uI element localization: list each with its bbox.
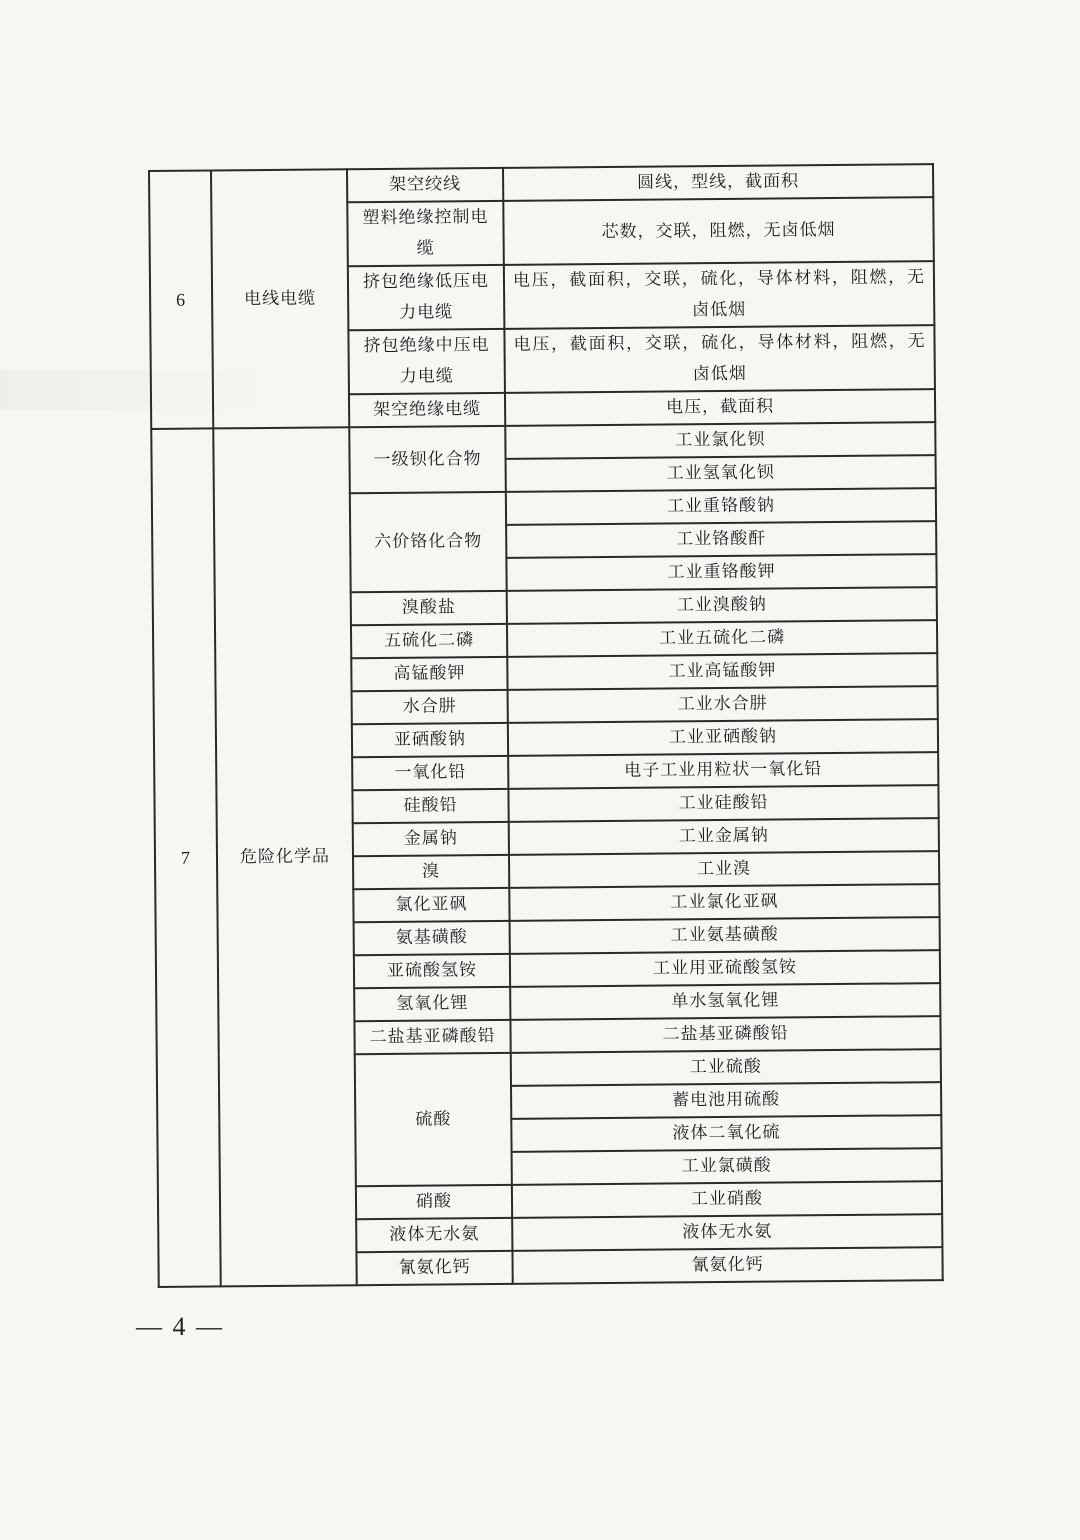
- product-name-cell: 溴: [353, 855, 509, 889]
- product-name-cell: 二盐基亚磷酸铅: [354, 1020, 510, 1054]
- product-name-cell: 液体无水氨: [356, 1218, 512, 1252]
- spec-cell: 工业氯化钡: [505, 422, 935, 459]
- product-name-cell: 塑料绝缘控制电缆: [347, 201, 504, 266]
- spec-cell: 工业硝酸: [512, 1181, 942, 1218]
- spec-cell: 工业高锰酸钾: [507, 653, 937, 690]
- spec-cell: 电压，截面积，交联，硫化，导体材料，阻燃，无卤低烟: [504, 325, 935, 393]
- spec-cell: 工业重铬酸钾: [506, 554, 936, 591]
- product-name-cell: 架空绝缘电缆: [349, 393, 505, 427]
- product-name-cell: 挤包绝缘低压电力电缆: [348, 265, 505, 330]
- spec-cell: 电压，截面积，交联，硫化，导体材料，阻燃，无卤低烟: [504, 261, 935, 329]
- product-catalog-table: [148, 163, 944, 1288]
- spec-cell: 工业亚硒酸钠: [508, 719, 938, 756]
- table-body: [149, 164, 943, 1287]
- spec-cell: 工业氢氧化钡: [506, 455, 936, 492]
- product-name-cell: 亚硫酸氢铵: [354, 954, 510, 988]
- group-number-cell: 7: [151, 428, 220, 1287]
- product-name-cell: 水合肼: [352, 690, 508, 724]
- spec-cell: 液体无水氨: [512, 1214, 942, 1251]
- spec-cell: 工业硅酸铅: [508, 785, 938, 822]
- product-name-cell: 氯化亚砜: [353, 888, 509, 922]
- product-name-cell: 一级钡化合物: [349, 426, 506, 493]
- product-name-cell: 溴酸盐: [351, 591, 507, 625]
- spec-cell: 电压，截面积: [505, 389, 935, 426]
- product-name-cell: 六价铬化合物: [350, 492, 507, 592]
- product-name-cell: 架空绞线: [347, 168, 503, 202]
- product-name-cell: 氨基磺酸: [354, 921, 510, 955]
- product-name-cell: 氢氧化锂: [354, 987, 510, 1021]
- spec-cell: 芯数，交联，阻燃，无卤低烟: [503, 197, 934, 265]
- spec-cell: 圆线，型线，截面积: [503, 164, 933, 201]
- product-name-cell: 一氧化铅: [352, 756, 508, 790]
- product-name-cell: 硫酸: [355, 1053, 512, 1186]
- product-name-cell: 高锰酸钾: [351, 657, 507, 691]
- product-name-cell: 亚硒酸钠: [352, 723, 508, 757]
- product-name-cell: 硅酸铅: [352, 789, 508, 823]
- product-name-cell: 金属钠: [353, 822, 509, 856]
- group-number-cell: 6: [149, 170, 213, 429]
- spec-cell: 蓄电池用硫酸: [511, 1082, 941, 1119]
- spec-cell: 工业水合肼: [508, 686, 938, 723]
- spec-cell: 工业溴: [509, 851, 939, 888]
- page-number: — 4 —: [136, 1312, 224, 1341]
- spec-cell: 单水氢氧化锂: [510, 983, 940, 1020]
- spec-cell: 工业氨基磺酸: [510, 917, 940, 954]
- product-name-cell: 挤包绝缘中压电力电缆: [348, 329, 505, 394]
- category-cell: 危险化学品: [213, 427, 356, 1286]
- spec-cell: 工业氯磺酸: [512, 1148, 942, 1185]
- spec-cell: 工业五硫化二磷: [507, 620, 937, 657]
- spec-cell: 工业铬酸酐: [506, 521, 936, 558]
- spec-cell: 工业溴酸钠: [507, 587, 937, 624]
- spec-cell: 工业氯化亚砜: [509, 884, 939, 921]
- spec-cell: 工业用亚硫酸氢铵: [510, 950, 940, 987]
- spec-cell: 氰氨化钙: [512, 1247, 942, 1284]
- category-cell: 电线电缆: [211, 169, 349, 428]
- spec-cell: 工业硫酸: [511, 1049, 941, 1086]
- spec-cell: 工业重铬酸钠: [506, 488, 936, 525]
- spec-cell: 二盐基亚磷酸铅: [510, 1016, 940, 1053]
- spec-cell: 液体二氧化硫: [511, 1115, 941, 1152]
- spec-cell: 电子工业用粒状一氧化铅: [508, 752, 938, 789]
- product-name-cell: 五硫化二磷: [351, 624, 507, 658]
- product-name-cell: 硝酸: [356, 1185, 512, 1219]
- spec-cell: 工业金属钠: [509, 818, 939, 855]
- product-name-cell: 氰氨化钙: [356, 1251, 512, 1285]
